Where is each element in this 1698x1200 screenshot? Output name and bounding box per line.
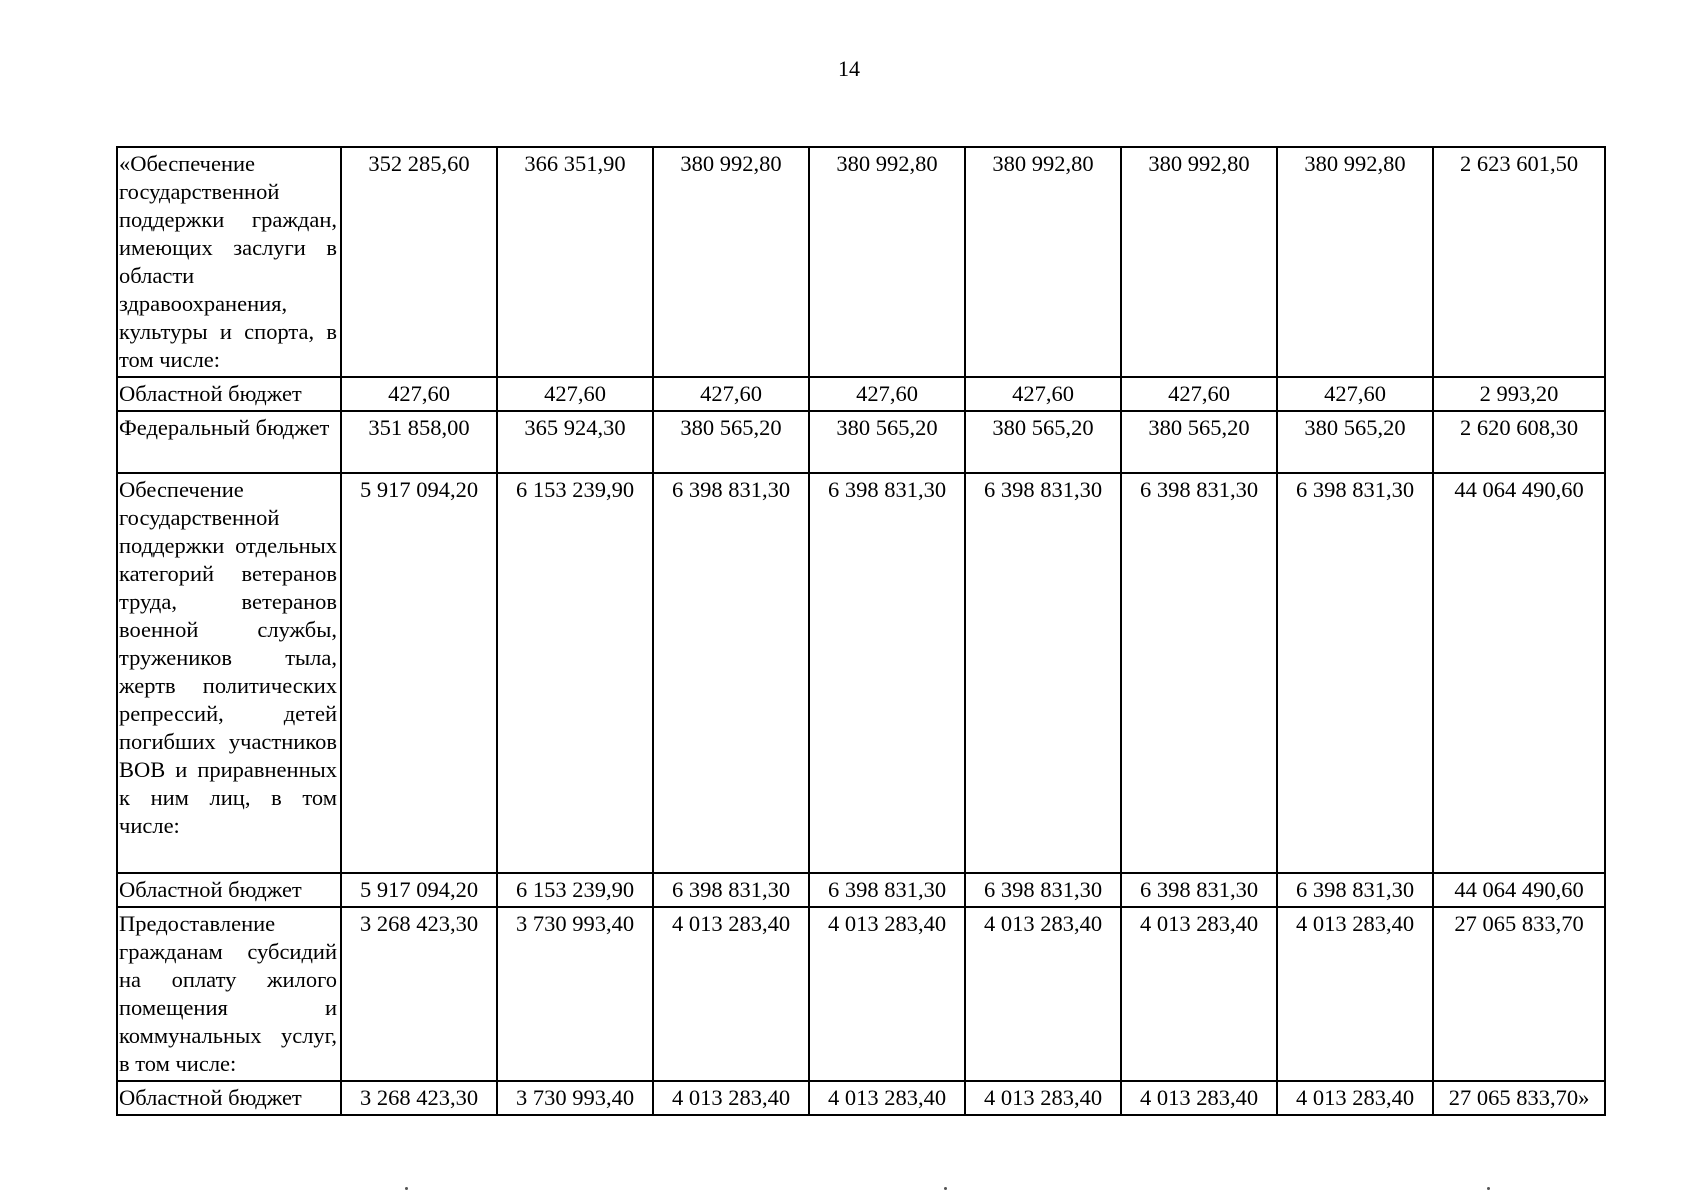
value-cell: 352 285,60 — [341, 147, 497, 377]
row-label: Областной бюджет — [117, 377, 341, 411]
row-label: Федеральный бюджет — [117, 411, 341, 473]
total-cell: 2 993,20 — [1433, 377, 1605, 411]
value-cell: 427,60 — [965, 377, 1121, 411]
value-cell: 380 565,20 — [653, 411, 809, 473]
budget-table — [116, 146, 1606, 1116]
total-cell: 44 064 490,60 — [1433, 473, 1605, 873]
value-cell: 380 565,20 — [1121, 411, 1277, 473]
value-cell: 6 398 831,30 — [965, 473, 1121, 873]
scan-speck — [405, 1187, 408, 1190]
scan-speck — [1487, 1187, 1490, 1190]
value-cell: 380 565,20 — [809, 411, 965, 473]
scan-speck — [944, 1187, 947, 1190]
row-label: Предоставление гражданам субсидий на оплату жилого помещения и коммунальных услуг, в том числе: — [117, 907, 341, 1081]
value-cell: 6 398 831,30 — [653, 873, 809, 907]
value-cell: 427,60 — [1277, 377, 1433, 411]
value-cell: 3 268 423,30 — [341, 907, 497, 1081]
value-cell: 427,60 — [497, 377, 653, 411]
value-cell: 4 013 283,40 — [965, 1081, 1121, 1115]
value-cell: 4 013 283,40 — [809, 1081, 965, 1115]
total-cell: 2 620 608,30 — [1433, 411, 1605, 473]
table-row — [117, 873, 1605, 907]
row-label: «Обеспечение государственной поддержки граждан, имеющих заслуги в области здравоохранения, культуры и спорта, в том числе: — [117, 147, 341, 377]
value-cell: 380 992,80 — [1277, 147, 1433, 377]
value-cell: 3 730 993,40 — [497, 907, 653, 1081]
value-cell: 427,60 — [341, 377, 497, 411]
table-row — [117, 473, 1605, 873]
value-cell: 427,60 — [653, 377, 809, 411]
value-cell: 380 565,20 — [1277, 411, 1433, 473]
table-row — [117, 907, 1605, 1081]
value-cell: 5 917 094,20 — [341, 873, 497, 907]
value-cell: 6 398 831,30 — [1277, 873, 1433, 907]
total-cell: 27 065 833,70 — [1433, 907, 1605, 1081]
total-cell: 44 064 490,60 — [1433, 873, 1605, 907]
value-cell: 6 153 239,90 — [497, 473, 653, 873]
value-cell: 380 992,80 — [809, 147, 965, 377]
value-cell: 427,60 — [809, 377, 965, 411]
value-cell: 4 013 283,40 — [965, 907, 1121, 1081]
value-cell: 6 398 831,30 — [1121, 873, 1277, 907]
total-cell: 27 065 833,70» — [1433, 1081, 1605, 1115]
value-cell: 3 268 423,30 — [341, 1081, 497, 1115]
value-cell: 380 992,80 — [653, 147, 809, 377]
table-row — [117, 147, 1605, 377]
page-number: 14 — [838, 56, 860, 81]
value-cell: 4 013 283,40 — [653, 907, 809, 1081]
row-label: Областной бюджет — [117, 1081, 341, 1115]
value-cell: 366 351,90 — [497, 147, 653, 377]
table-row — [117, 1081, 1605, 1115]
value-cell: 380 992,80 — [965, 147, 1121, 377]
row-label: Областной бюджет — [117, 873, 341, 907]
value-cell: 365 924,30 — [497, 411, 653, 473]
value-cell: 4 013 283,40 — [1277, 1081, 1433, 1115]
value-cell: 3 730 993,40 — [497, 1081, 653, 1115]
value-cell: 380 565,20 — [965, 411, 1121, 473]
row-label: Обеспечение государственной поддержки отдельных категорий ветеранов труда, ветеранов военной службы, тружеников тыла, жертв политических репрессий, детей погибших участников ВОВ и приравненных к ним лиц, в том числе: — [117, 473, 341, 873]
value-cell: 5 917 094,20 — [341, 473, 497, 873]
value-cell: 4 013 283,40 — [653, 1081, 809, 1115]
value-cell: 6 398 831,30 — [809, 473, 965, 873]
value-cell: 6 153 239,90 — [497, 873, 653, 907]
table-row — [117, 377, 1605, 411]
value-cell: 4 013 283,40 — [809, 907, 965, 1081]
value-cell: 380 992,80 — [1121, 147, 1277, 377]
value-cell: 6 398 831,30 — [965, 873, 1121, 907]
value-cell: 6 398 831,30 — [1277, 473, 1433, 873]
value-cell: 4 013 283,40 — [1277, 907, 1433, 1081]
value-cell: 351 858,00 — [341, 411, 497, 473]
value-cell: 6 398 831,30 — [1121, 473, 1277, 873]
value-cell: 6 398 831,30 — [809, 873, 965, 907]
value-cell: 4 013 283,40 — [1121, 907, 1277, 1081]
value-cell: 4 013 283,40 — [1121, 1081, 1277, 1115]
value-cell: 6 398 831,30 — [653, 473, 809, 873]
table-row — [117, 411, 1605, 473]
value-cell: 427,60 — [1121, 377, 1277, 411]
total-cell: 2 623 601,50 — [1433, 147, 1605, 377]
